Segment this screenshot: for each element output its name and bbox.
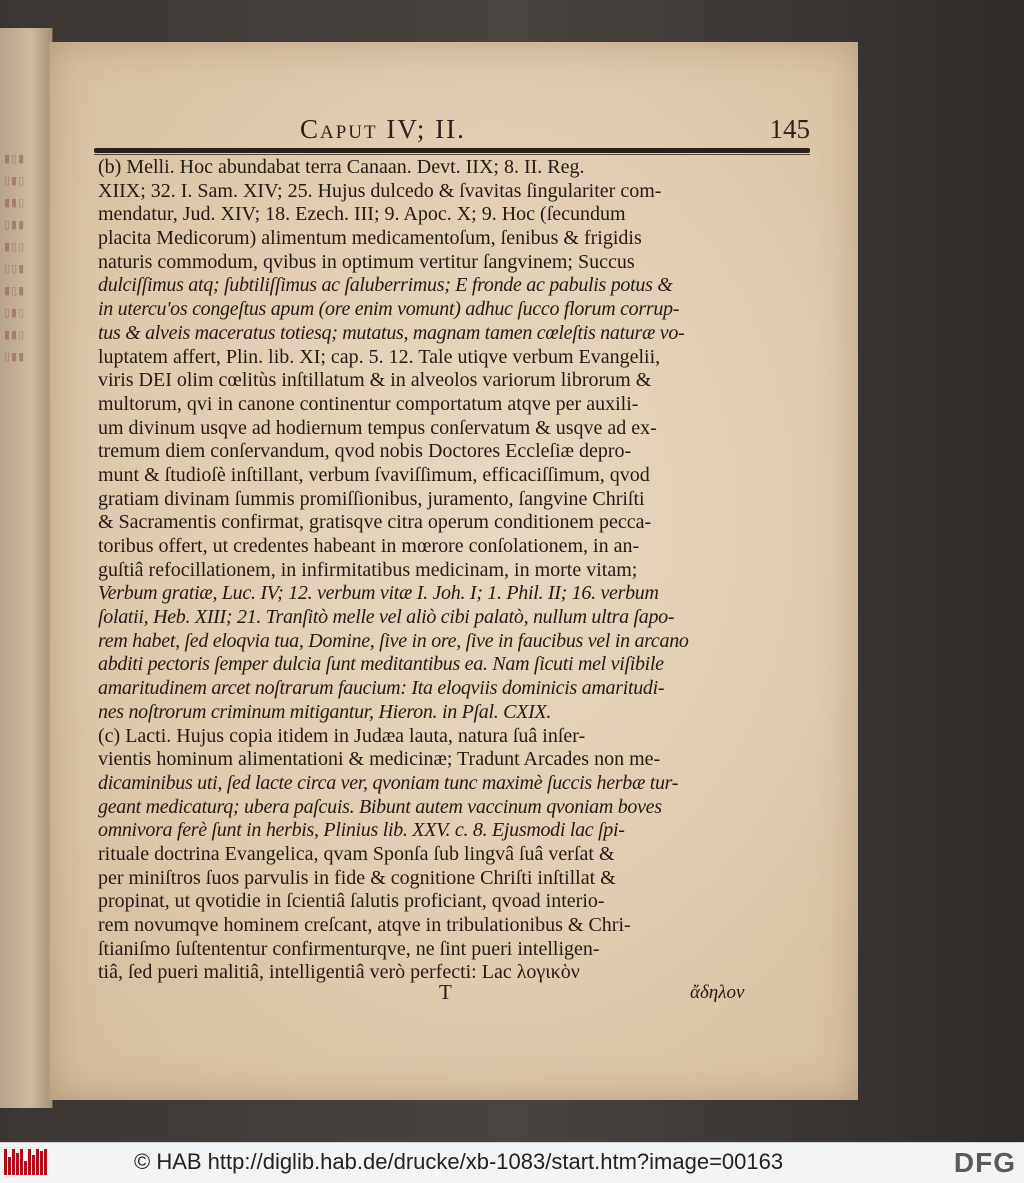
text-line: multorum, qvi in canone continentur comportatum atqve per auxili-	[98, 392, 639, 415]
text-line: abditi pectoris ſemper dulcia ſunt meditantibus ea. Nam ſicuti mel viſibile	[98, 653, 664, 676]
text-line: dulciſſimus atq; ſubtiliſſimus ac ſaluberrimus; E fronde ac pabulis potus &	[98, 274, 673, 297]
signature-mark: T	[439, 980, 452, 1004]
text-line: gratiam divinam ſummis promiſſionibus, juramento, ſangvine Chriſti	[98, 487, 645, 510]
text-line: tus & alveis maceratus totiesq; mutatus, magnam tamen cœleſtis naturæ vo-	[98, 321, 685, 344]
text-line: rem novumqve hominem creſcant, atqve in tribulationibus & Chri-	[98, 914, 631, 936]
hab-logo-bar	[28, 1149, 31, 1175]
head-rule	[94, 148, 810, 153]
text-line: propinat, ut qvotidie in ſcientiâ ſalutis proficiant, qvoad interio-	[98, 890, 605, 913]
hab-logo-bar	[36, 1149, 39, 1175]
text-line: in utercu'os congeſtus apum (ore enim vomunt) adhuc ſucco florum corrup-	[98, 298, 680, 321]
viewer-footer	[0, 1142, 1024, 1183]
hab-logo-bar	[12, 1149, 15, 1175]
text-line: guſtiâ refocillationem, in infirmitatibus medicinam, in morte vitam;	[98, 558, 638, 581]
head-rule-thin	[94, 154, 810, 155]
text-line: dicaminibus uti, ſed lacte circa ver, qvoniam tunc maximè ſuccis herbæ tur-	[98, 771, 679, 794]
hab-logo-icon[interactable]	[4, 1147, 48, 1179]
previous-page-edge: ▮▯▮ ▯▮▯ ▮▮▯ ▯▮▮ ▮▯▯ ▯▯▮ ▮▯▮ ▯▮▯ ▮▮▯ ▯▮▮	[0, 28, 53, 1108]
text-line: (b) Melli. Hoc abundabat terra Canaan. Devt. IIX; 8. II. Reg.	[98, 156, 585, 178]
text-line: XIIX; 32. I. Sam. XIV; 25. Hujus dulcedo & ſvavitas ſingulariter com-	[98, 179, 662, 202]
text-line: toribus offert, ut credentes habeant in mœrore conſolationem, in an-	[98, 535, 640, 557]
text-line: tremum diem conſervandum, qvod nobis Doctores Eccleſiæ depro-	[98, 440, 632, 463]
hab-logo-bar	[40, 1151, 43, 1175]
hab-logo-bar	[24, 1161, 27, 1175]
text-line: munt & ſtudioſè inſtillant, verbum ſvaviſſimum, efficaciſſimum, qvod	[98, 463, 650, 486]
text-line: placita Medicorum) alimentum medicamentoſum, ſenibus & frigidis	[98, 227, 642, 250]
footer-url[interactable]: © HAB http://diglib.hab.de/drucke/xb-1083/start.htm?image=00163	[134, 1149, 784, 1174]
text-line: viris DEI olim cœlitùs inſtillatum & in alveolos variorum librorum &	[98, 369, 652, 392]
text-line: luptatem affert, Plin. lib. XI; cap. 5. 12. Tale utiqve verbum Evangelii,	[98, 345, 661, 368]
text-line: rem habet, ſed eloqvia tua, Domine, ſive in ore, ſive in faucibus vel in arcano	[98, 629, 689, 652]
text-line: naturis commodum, qvibus in optimum vertitur ſangvinem; Succus	[98, 250, 635, 273]
text-line: per miniſtros ſuos parvulis in fide & cognitione Chriſti inſtillat &	[98, 866, 616, 889]
hab-logo-bar	[8, 1157, 11, 1175]
text-line: & Sacramentis confirmat, gratisqve citra operum conditionem pecca-	[98, 511, 652, 534]
text-line: mendatur, Jud. XIV; 18. Ezech. III; 9. Apoc. X; 9. Hoc (ſecundum	[98, 203, 626, 226]
text-line: amaritudinem arcet noſtrarum faucium: Ita eloqviis dominicis amaritudi-	[98, 677, 665, 700]
text-line: omnivora ferè ſunt in herbis, Plinius lib. XXV. c. 8. Ejusmodi lac ſpi-	[98, 819, 625, 842]
body-text	[98, 156, 808, 985]
text-line: um divinum usqve ad hodiernum tempus conſervatum & usqve ad ex-	[98, 416, 657, 439]
text-line: nes noſtrorum criminum mitigantur, Hieron. in Pſal. CXIX.	[98, 700, 552, 723]
hab-logo-bar	[32, 1155, 35, 1175]
dfg-logo[interactable]: DFG	[953, 1147, 1016, 1178]
text-line: Verbum gratiæ, Luc. IV; 12. verbum vitæ I. Joh. I; 1. Phil. II; 16. verbum	[98, 582, 659, 605]
book-page	[48, 42, 858, 1100]
text-line: rituale doctrina Evangelica, qvam Sponſa ſub lingvâ ſuâ verſat &	[98, 842, 615, 865]
chapter-title: Caput IV; II.	[300, 114, 466, 144]
text-line: ſolatii, Heb. XIII; 21. Tranſitò melle vel aliò cibi palatò, nullum ultra ſapo-	[98, 606, 675, 629]
catchword: ἄδηλον	[690, 982, 745, 1003]
text-line: vientis hominum alimentationi & medicinæ; Tradunt Arcades non me-	[98, 748, 661, 771]
text-line: ſtianiſmo ſuſtententur confirmenturqve, ne ſint pueri intelligen-	[98, 937, 600, 960]
hab-logo-bar	[16, 1153, 19, 1175]
hab-logo-bar	[20, 1149, 23, 1175]
text-line: tiâ, ſed pueri malitiâ, intelligentiâ verò perfecti: Lac λογικὸν	[98, 961, 580, 984]
hab-logo-bar	[44, 1149, 47, 1175]
hab-logo-bar	[4, 1149, 7, 1175]
text-line: (c) Lacti. Hujus copia itidem in Judæa lauta, natura ſuâ inſer-	[98, 724, 586, 747]
page-number: 145	[769, 114, 810, 144]
text-line: geant medicaturq; ubera paſcuis. Bibunt autem vaccinum qvoniam boves	[98, 795, 662, 818]
